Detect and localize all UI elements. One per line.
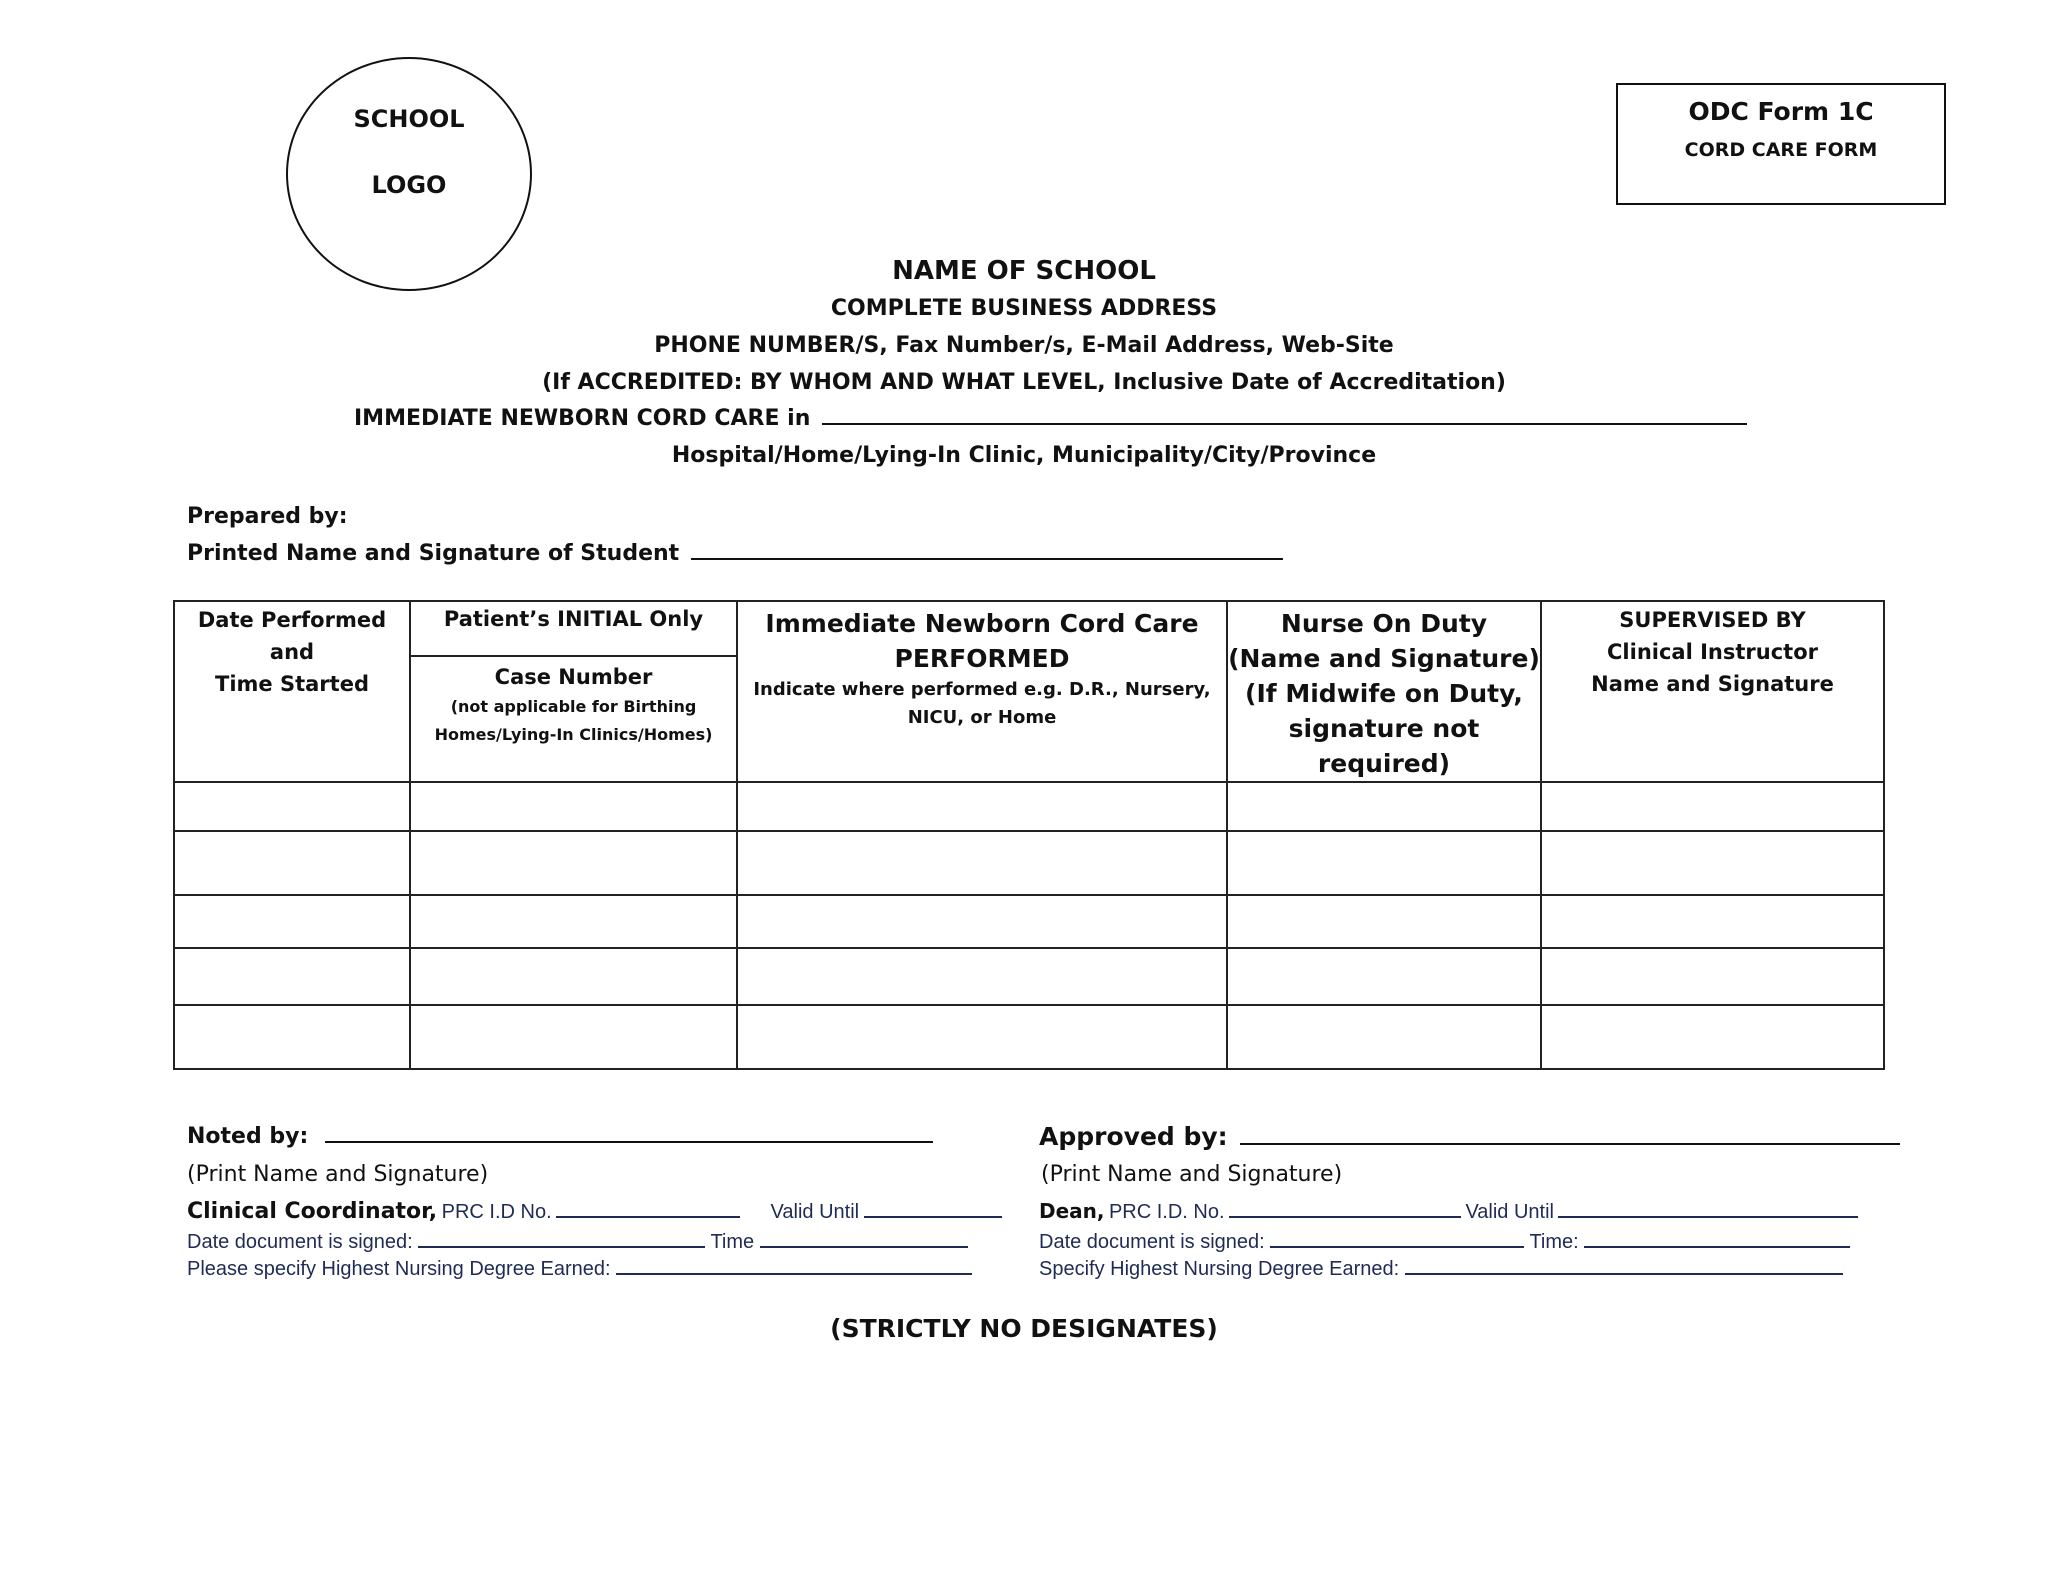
approved-degree-field[interactable] bbox=[1405, 1271, 1843, 1275]
approved-by-label: Approved by: bbox=[1039, 1122, 1228, 1151]
noted-date-label: Date document is signed: bbox=[187, 1231, 413, 1253]
approved-time-label: Time: bbox=[1529, 1231, 1579, 1253]
table-cell[interactable] bbox=[410, 831, 737, 895]
cord-care-log-table bbox=[173, 600, 1885, 1070]
table-row bbox=[174, 1005, 1884, 1069]
approved-date-field[interactable] bbox=[1270, 1244, 1524, 1248]
table-cell[interactable] bbox=[174, 895, 410, 948]
accreditation-line: (If ACCREDITED: BY WHOM AND WHAT LEVEL, Inclusive Date of Accreditation) bbox=[542, 370, 1506, 395]
noted-by-field[interactable] bbox=[325, 1139, 933, 1143]
table-cell[interactable] bbox=[1227, 895, 1541, 948]
form-code-box bbox=[1616, 83, 1946, 205]
prepared-by-label: Prepared by: bbox=[187, 504, 348, 529]
noted-date-field[interactable] bbox=[418, 1244, 705, 1248]
care-in-label: IMMEDIATE NEWBORN CORD CARE in bbox=[354, 406, 811, 431]
table-cell[interactable] bbox=[410, 948, 737, 1005]
table-header-row bbox=[174, 601, 1884, 656]
table-cell[interactable] bbox=[1227, 1005, 1541, 1069]
approved-degree-label: Specify Highest Nursing Degree Earned: bbox=[1039, 1258, 1400, 1280]
school-contact: PHONE NUMBER/S, Fax Number/s, E-Mail Address, Web-Site bbox=[654, 333, 1394, 358]
noted-by-label: Noted by: bbox=[187, 1124, 309, 1149]
table-cell[interactable] bbox=[174, 782, 410, 831]
approved-credentials-line bbox=[1039, 1199, 1858, 1224]
noted-date-line bbox=[187, 1231, 968, 1254]
col-patient-initial-header: Patient’s INITIAL Only bbox=[410, 601, 737, 656]
noted-time-field[interactable] bbox=[760, 1244, 968, 1248]
noted-prc-field[interactable] bbox=[556, 1214, 740, 1218]
approved-degree-line bbox=[1039, 1258, 1843, 1281]
noted-print-hint: (Print Name and Signature) bbox=[187, 1162, 489, 1187]
noted-credentials-line bbox=[187, 1199, 1002, 1224]
care-location-line bbox=[354, 406, 1747, 431]
table-cell[interactable] bbox=[1227, 782, 1541, 831]
noted-degree-line bbox=[187, 1258, 972, 1281]
approved-role: Dean, bbox=[1039, 1199, 1105, 1223]
logo-line-1: SCHOOL bbox=[353, 105, 465, 133]
table-cell[interactable] bbox=[1541, 895, 1884, 948]
table-cell[interactable] bbox=[410, 782, 737, 831]
table-row bbox=[174, 895, 1884, 948]
table-cell[interactable] bbox=[1541, 948, 1884, 1005]
table-cell[interactable] bbox=[1541, 782, 1884, 831]
approved-prc-label: PRC I.D. No. bbox=[1108, 1201, 1225, 1223]
noted-degree-field[interactable] bbox=[616, 1271, 972, 1275]
logo-line-2: LOGO bbox=[371, 171, 447, 199]
school-name: NAME OF SCHOOL bbox=[892, 256, 1156, 286]
table-cell[interactable] bbox=[737, 948, 1227, 1005]
col-supervised-header: SUPERVISED BY Clinical Instructor Name and Signature bbox=[1541, 601, 1884, 782]
table-cell[interactable] bbox=[410, 895, 737, 948]
approved-print-hint: (Print Name and Signature) bbox=[1041, 1162, 1343, 1187]
col-care-performed-header: Immediate Newborn Cord Care PERFORMED Indicate where performed e.g. D.R., Nursery, NICU, or Home bbox=[737, 601, 1227, 782]
form-name: CORD CARE FORM bbox=[1684, 139, 1878, 161]
approved-by-field[interactable] bbox=[1240, 1141, 1900, 1145]
approved-date-line bbox=[1039, 1231, 1850, 1254]
table-cell[interactable] bbox=[1541, 831, 1884, 895]
approved-valid-label: Valid Until bbox=[1465, 1201, 1554, 1223]
noted-valid-label: Valid Until bbox=[770, 1201, 860, 1223]
student-signature-field[interactable] bbox=[691, 556, 1283, 560]
approved-time-field[interactable] bbox=[1584, 1244, 1850, 1248]
approved-date-label: Date document is signed: bbox=[1039, 1231, 1265, 1253]
location-hint: Hospital/Home/Lying-In Clinic, Municipality/City/Province bbox=[671, 443, 1377, 468]
approved-prc-field[interactable] bbox=[1229, 1214, 1461, 1218]
noted-by-line bbox=[187, 1124, 933, 1149]
table-cell[interactable] bbox=[737, 782, 1227, 831]
student-signature-line bbox=[187, 541, 1283, 566]
table-cell[interactable] bbox=[737, 1005, 1227, 1069]
noted-role: Clinical Coordinator, bbox=[187, 1199, 438, 1224]
table-cell[interactable] bbox=[737, 895, 1227, 948]
noted-degree-label: Please specify Highest Nursing Degree Earned: bbox=[187, 1258, 611, 1280]
table-cell[interactable] bbox=[1541, 1005, 1884, 1069]
table-cell[interactable] bbox=[174, 948, 410, 1005]
noted-time-label: Time bbox=[710, 1231, 755, 1253]
table-cell[interactable] bbox=[410, 1005, 737, 1069]
table-row bbox=[174, 831, 1884, 895]
col-case-number-header: Case Number (not applicable for Birthing Homes/Lying-In Clinics/Homes) bbox=[410, 656, 737, 782]
care-location-field[interactable] bbox=[822, 421, 1747, 425]
approved-by-line bbox=[1039, 1122, 1900, 1151]
table-cell[interactable] bbox=[1227, 948, 1541, 1005]
form-code: ODC Form 1C bbox=[1688, 97, 1874, 126]
noted-prc-label: PRC I.D No. bbox=[441, 1201, 552, 1223]
strictly-no-designates-note: (STRICTLY NO DESIGNATES) bbox=[830, 1314, 1218, 1343]
noted-valid-field[interactable] bbox=[864, 1214, 1002, 1218]
table-row bbox=[174, 782, 1884, 831]
table-cell[interactable] bbox=[737, 831, 1227, 895]
student-label: Printed Name and Signature of Student bbox=[187, 541, 680, 566]
table-cell[interactable] bbox=[174, 831, 410, 895]
col-nurse-header: Nurse On Duty (Name and Signature) (If Midwife on Duty, signature not required) bbox=[1227, 601, 1541, 782]
col-date-header: Date Performed and Time Started bbox=[174, 601, 410, 782]
table-cell[interactable] bbox=[1227, 831, 1541, 895]
table-cell[interactable] bbox=[174, 1005, 410, 1069]
school-address: COMPLETE BUSINESS ADDRESS bbox=[830, 296, 1218, 321]
approved-valid-field[interactable] bbox=[1558, 1214, 1858, 1218]
table-row bbox=[174, 948, 1884, 1005]
